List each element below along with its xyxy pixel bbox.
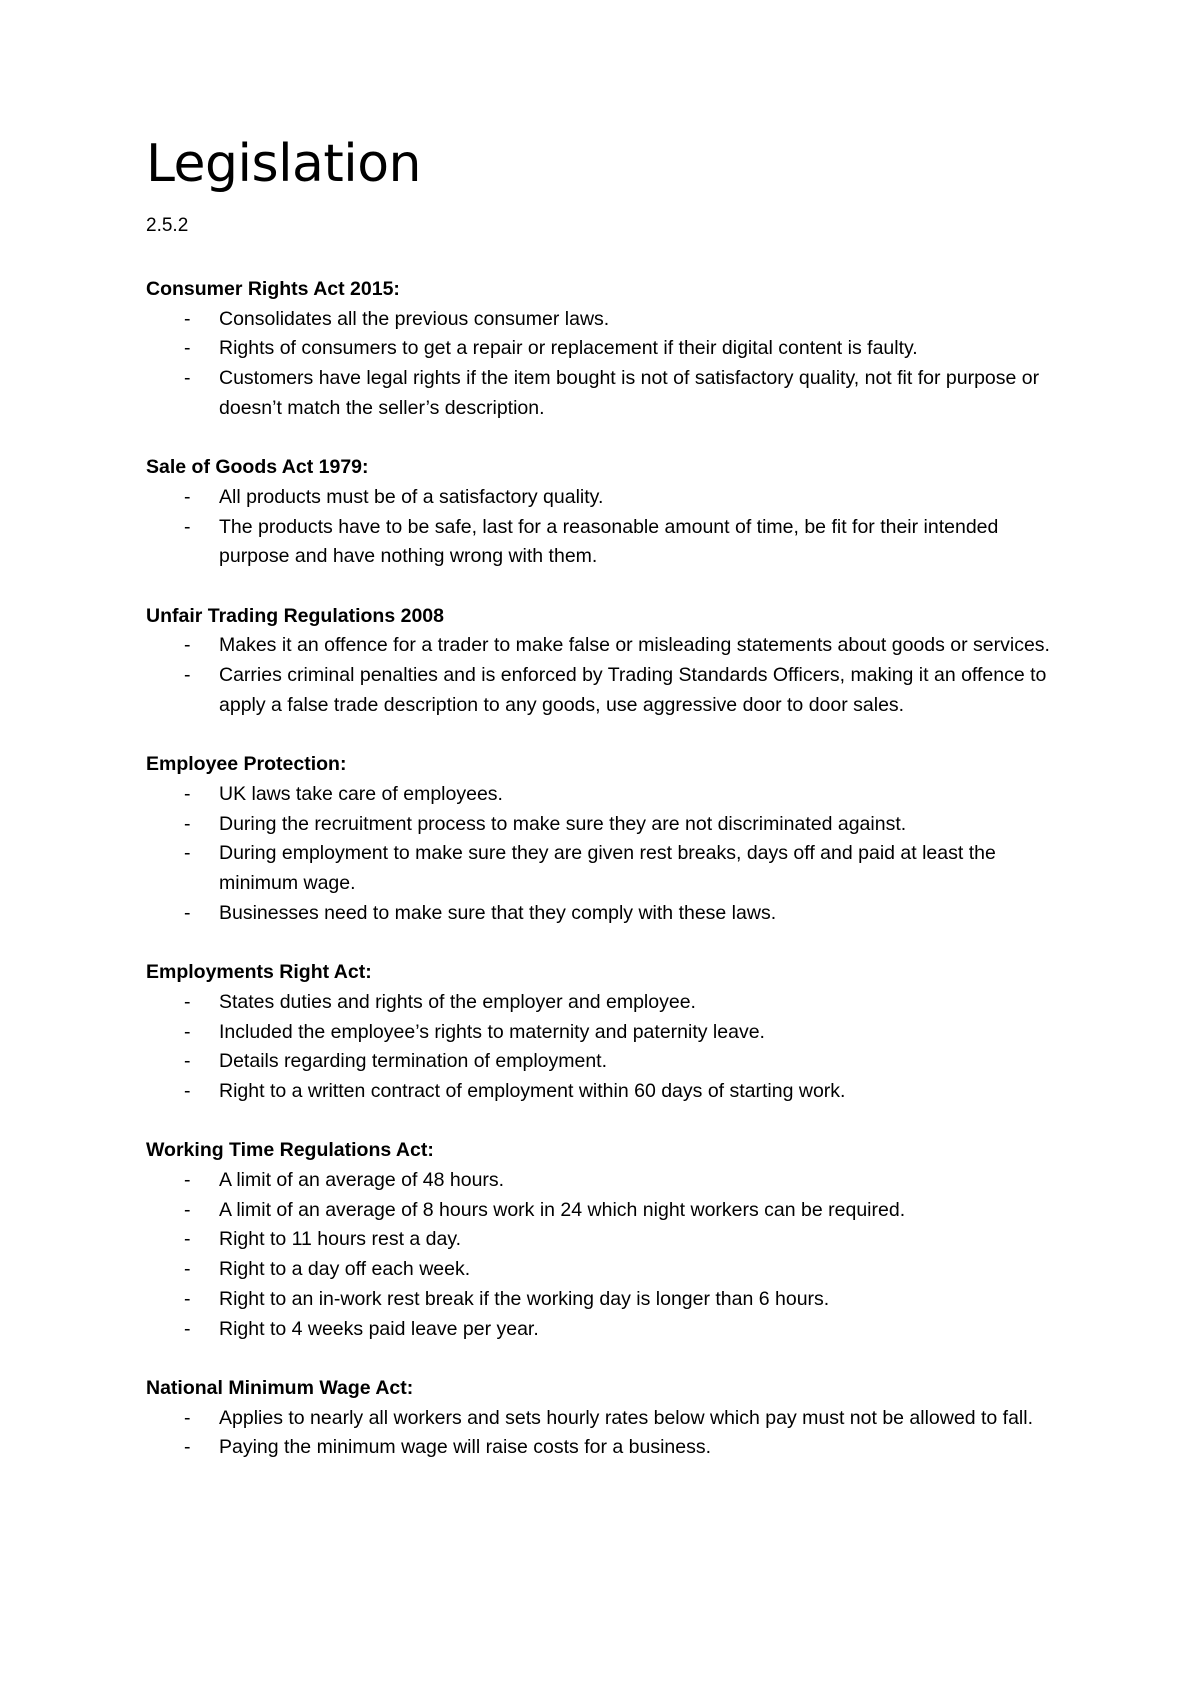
list-item [146, 1433, 1066, 1463]
bullet-dash: - [184, 634, 191, 657]
list-item [146, 483, 1066, 513]
section [146, 602, 1066, 721]
bullet-dash: - [184, 664, 191, 687]
bullet-text: During employment to make sure they are given rest breaks, days off and paid at least the minimum wage. [219, 842, 996, 895]
bullet-dash: - [184, 1228, 191, 1251]
bullet-text: The products have to be safe, last for a reasonable amount of time, be fit for their intended purpose and have nothing wrong with them. [219, 515, 999, 568]
bullet-text: During the recruitment process to make sure they are not discriminated against. [219, 812, 907, 835]
document-body [146, 275, 1066, 1493]
bullet-dash: - [184, 515, 191, 538]
bullet-text: Right to a day off each week. [219, 1258, 471, 1281]
bullet-text: Applies to nearly all workers and sets hourly rates below which pay must not be allowed to fall. [219, 1406, 1033, 1429]
bullet-text: Included the employee’s rights to maternity and paternity leave. [219, 1020, 765, 1043]
bullet-text: Right to 11 hours rest a day. [219, 1228, 462, 1251]
bullet-text: A limit of an average of 48 hours. [219, 1169, 505, 1192]
list-item [146, 1315, 1066, 1345]
section-heading: Working Time Regulations Act: [146, 1139, 434, 1162]
bullet-text: Consolidates all the previous consumer laws. [219, 307, 610, 330]
list-item [146, 1018, 1066, 1048]
list-item [146, 810, 1066, 840]
bullet-dash: - [184, 1020, 191, 1043]
bullet-dash: - [184, 782, 191, 805]
bullet-text: Makes it an offence for a trader to make false or misleading statements about goods or services. [219, 634, 1050, 657]
bullet-dash: - [184, 901, 191, 924]
bullet-list [146, 1404, 1066, 1463]
list-item [146, 1196, 1066, 1226]
bullet-list [146, 305, 1066, 424]
bullet-dash: - [184, 990, 191, 1013]
bullet-text: Right to 4 weeks paid leave per year. [219, 1317, 539, 1340]
bullet-text: Carries criminal penalties and is enforced by Trading Standards Officers, making it an offence to apply a false trade description to any goods, use aggressive door to door sales. [219, 664, 1047, 716]
bullet-dash: - [184, 367, 191, 390]
list-item [146, 1077, 1066, 1107]
bullet-dash: - [184, 1436, 191, 1459]
list-item [146, 513, 1066, 572]
bullet-dash: - [184, 1258, 191, 1281]
list-item [146, 1225, 1066, 1255]
bullet-text: UK laws take care of employees. [219, 782, 503, 805]
bullet-list [146, 1166, 1066, 1344]
section-heading: Unfair Trading Regulations 2008 [146, 604, 444, 627]
list-item [146, 334, 1066, 364]
bullet-text: Right to an in-work rest break if the working day is longer than 6 hours. [219, 1287, 830, 1310]
section [146, 1374, 1066, 1463]
section-heading: Sale of Goods Act 1979: [146, 456, 369, 479]
bullet-text: States duties and rights of the employer and employee. [219, 990, 696, 1013]
bullet-dash: - [184, 1079, 191, 1102]
bullet-list [146, 780, 1066, 929]
bullet-text: Rights of consumers to get a repair or replacement if their digital content is faulty. [219, 337, 918, 360]
page-title: Legislation [146, 134, 422, 194]
bullet-dash: - [184, 812, 191, 835]
bullet-dash: - [184, 1317, 191, 1340]
section [146, 1136, 1066, 1344]
list-item [146, 1404, 1066, 1434]
bullet-dash: - [184, 1287, 191, 1310]
bullet-dash: - [184, 842, 191, 865]
list-item [146, 1285, 1066, 1315]
bullet-text: All products must be of a satisfactory quality. [219, 485, 604, 508]
list-item [146, 631, 1066, 661]
bullet-dash: - [184, 1169, 191, 1192]
bullet-dash: - [184, 1050, 191, 1073]
section-heading: Employments Right Act: [146, 961, 372, 984]
list-item [146, 364, 1066, 423]
list-item [146, 1166, 1066, 1196]
section-heading: National Minimum Wage Act: [146, 1376, 414, 1399]
section [146, 958, 1066, 1107]
bullet-list [146, 483, 1066, 572]
list-item [146, 839, 1066, 898]
list-item [146, 899, 1066, 929]
bullet-text: Details regarding termination of employment. [219, 1050, 608, 1073]
list-item [146, 1047, 1066, 1077]
section-heading: Consumer Rights Act 2015: [146, 278, 400, 300]
bullet-list [146, 631, 1066, 720]
bullet-dash: - [184, 1406, 191, 1429]
section [146, 275, 1066, 424]
bullet-text: Right to a written contract of employment within 60 days of starting work. [219, 1079, 846, 1102]
bullet-list [146, 988, 1066, 1107]
bullet-dash: - [184, 485, 191, 508]
section-heading: Employee Protection: [146, 753, 347, 776]
list-item [146, 780, 1066, 810]
page-subtitle: 2.5.2 [146, 215, 189, 236]
bullet-text: Customers have legal rights if the item bought is not of satisfactory quality, not fit for purpose or doesn’t match the seller’s description. [219, 367, 1040, 419]
section [146, 750, 1066, 928]
bullet-text: Paying the minimum wage will raise costs for a business. [219, 1436, 712, 1459]
bullet-dash: - [184, 1198, 191, 1221]
list-item [146, 988, 1066, 1018]
bullet-dash: - [184, 337, 191, 360]
bullet-dash: - [184, 307, 191, 330]
bullet-text: A limit of an average of 8 hours work in 24 which night workers can be required. [219, 1198, 906, 1221]
list-item [146, 661, 1066, 720]
section [146, 453, 1066, 572]
list-item [146, 305, 1066, 335]
list-item [146, 1255, 1066, 1285]
bullet-text: Businesses need to make sure that they comply with these laws. [219, 901, 777, 924]
